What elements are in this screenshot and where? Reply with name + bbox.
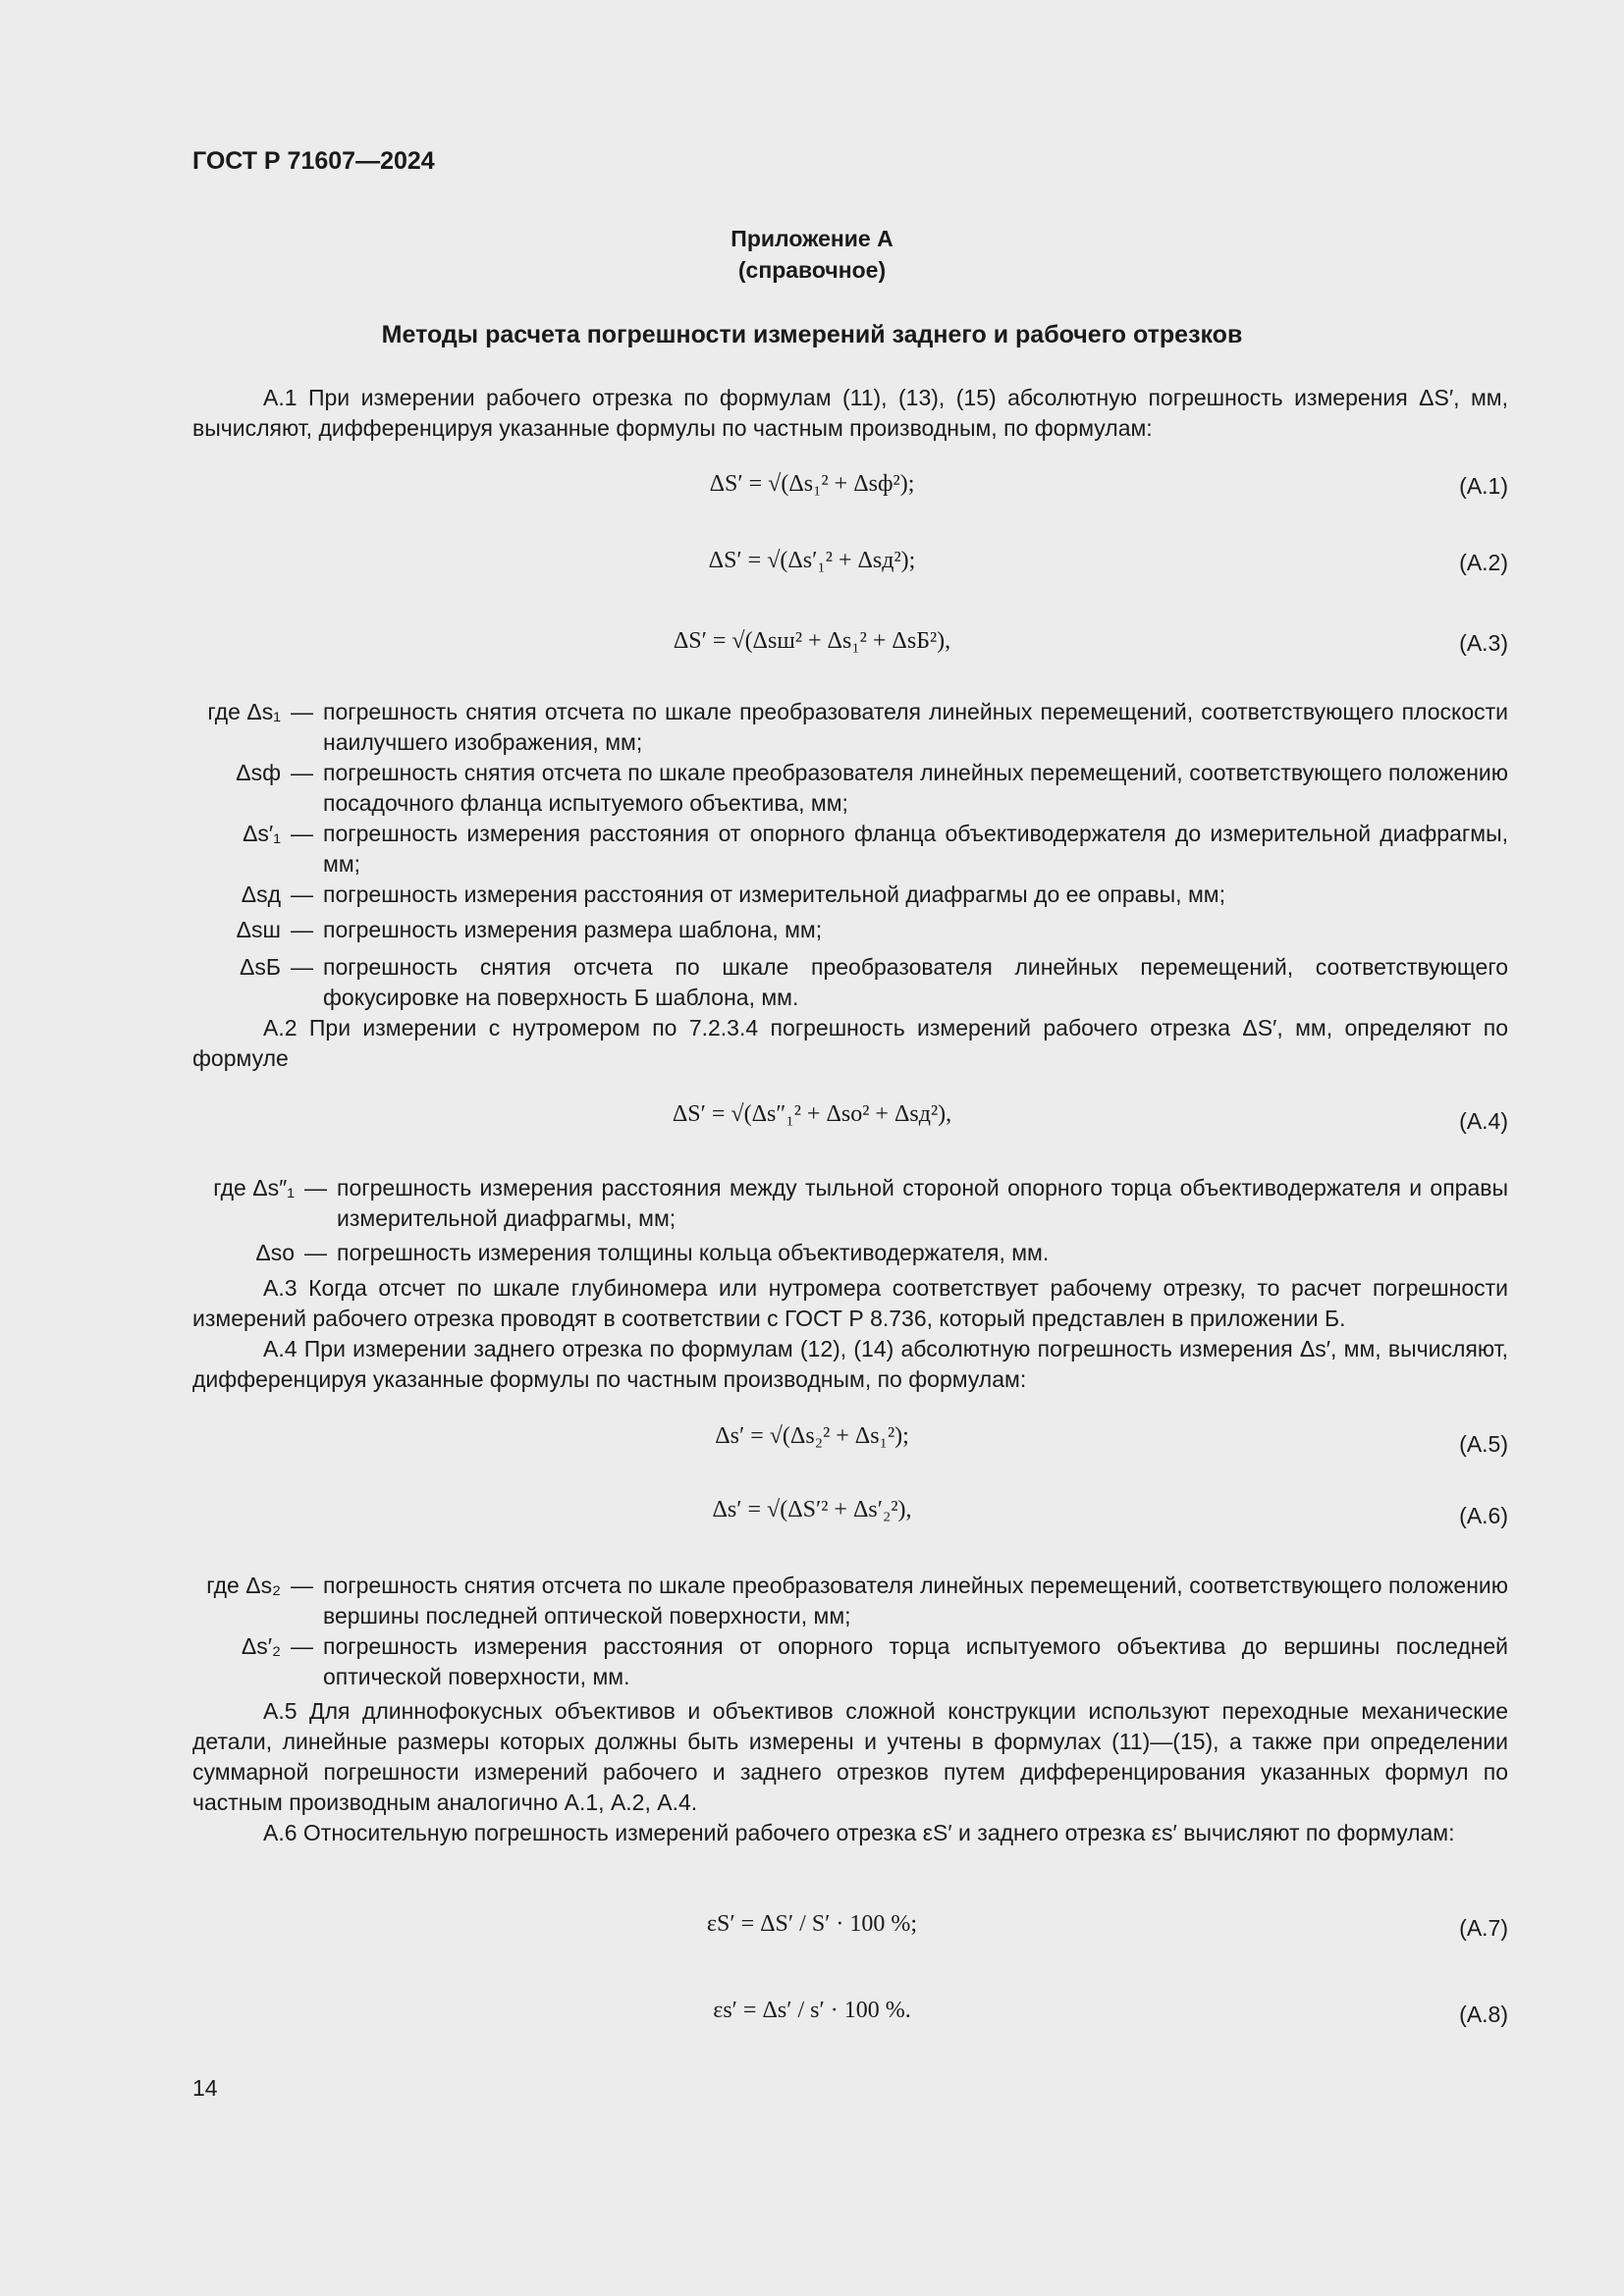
where-item: Δsф — погрешность снятия отсчета по шкале преобразователя линейных перемещений, соответствующего положению посадочного фланца испытуемого объектива, мм; — [192, 758, 1508, 819]
document-code: ГОСТ Р 71607—2024 — [192, 147, 435, 175]
formula-a6-text: Δs′ = √(ΔS′² + Δs′₂²), — [712, 1497, 912, 1522]
appendix-subtitle: (справочное) — [737, 257, 887, 283]
where-symbol: ΔsБ — [240, 954, 281, 980]
formula-a4 — [0, 1101, 1624, 1128]
where-text: погрешность снятия отсчета по шкале преобразователя линейных перемещений, соответствующего положению посадочного фланца испытуемого объектива, мм; — [323, 760, 1508, 816]
paragraph-a6: А.6 Относительную погрешность измерений рабочего отрезка εS′ и заднего отрезка εs′ вычисляют по формулам: — [263, 1820, 1455, 1845]
where-symbol: Δsд — [241, 881, 281, 907]
where-text: погрешность измерения расстояния от измерительной диафрагмы до ее оправы, мм; — [323, 881, 1225, 907]
formula-number-a1: (А.1) — [1459, 473, 1508, 499]
section-title: Методы расчета погрешности измерений заднего и рабочего отрезков — [381, 321, 1243, 348]
formula-number-a4: (А.4) — [1459, 1108, 1508, 1134]
formula-a2-text: ΔS′ = √(Δs′₁² + Δsд²); — [708, 548, 916, 573]
where-item: Δsо — погрешность измерения толщины кольца объективодержателя, мм. — [196, 1238, 1508, 1268]
formula-number-a3: (А.3) — [1459, 630, 1508, 656]
where-item: ΔsБ — погрешность снятия отсчета по шкале преобразователя линейных перемещений, соответствующего фокусировке на поверхность Б шаблона, мм. — [192, 952, 1508, 1013]
formula-a7 — [0, 1911, 1624, 1938]
where-item: Δs′₂ — погрешность измерения расстояния от опорного торца испытуемого объектива до вершины последней оптической поверхности, мм. — [192, 1631, 1508, 1692]
formula-a3-text: ΔS′ = √(Δsш² + Δs₁² + ΔsБ²), — [673, 628, 951, 654]
where-item: Δsш — погрешность измерения размера шаблона, мм; — [192, 915, 1508, 945]
formula-a5-text: Δs′ = √(Δs₂² + Δs₁²); — [715, 1423, 909, 1449]
formula-a6 — [0, 1497, 1624, 1523]
where-symbol: Δs′₂ — [241, 1633, 281, 1659]
where-text: погрешность снятия отсчета по шкале преобразователя линейных перемещений, соответствующего плоскости наилучшего изображения, мм; — [323, 699, 1508, 755]
formula-a7-text: εS′ = ΔS′ / S′ · 100 %; — [706, 1911, 918, 1937]
appendix-title: Приложение А — [731, 226, 893, 251]
where-item: Δs′₁ — погрешность измерения расстояния от опорного фланца объективодержателя до измерительной диафрагмы, мм; — [192, 819, 1508, 880]
formula-a5 — [0, 1423, 1624, 1450]
where-symbol: где Δs₂ — [206, 1573, 281, 1598]
where-text: погрешность измерения расстояния между тыльной стороной опорного торца объективодержателя и оправы измерительной диафрагмы, мм; — [337, 1175, 1508, 1231]
paragraph-a2: А.2 При измерении с нутромером по 7.2.3.4 погрешность измерений рабочего отрезка ΔS′, мм, определяют по формуле — [192, 1015, 1508, 1071]
where-symbol: Δsо — [255, 1240, 295, 1265]
formula-number-a8: (А.8) — [1459, 2002, 1508, 2027]
formula-number-a5: (А.5) — [1459, 1431, 1508, 1457]
formula-number-a6: (А.6) — [1459, 1503, 1508, 1528]
paragraph-a4: А.4 При измерении заднего отрезка по формулам (12), (14) абсолютную погрешность измерения Δs′, мм, вычисляют, дифференцируя указанные формулы по частным производным, по формулам: — [192, 1336, 1508, 1392]
paragraph-a5: А.5 Для длиннофокусных объективов и объективов сложной конструкции используют переходные механические детали, линейные размеры которых должны быть измерены и учтены в формулах (11)—(15), а также при определении суммарной погрешности измерений рабочего и заднего отрезков путем дифференцирования указанных формул по частным производным аналогично А.1, А.2, А.4. — [192, 1698, 1508, 1815]
where-text: погрешность измерения расстояния от опорного фланца объективодержателя до измерительной диафрагмы, мм; — [323, 821, 1508, 877]
formula-a3 — [0, 628, 1624, 655]
where-symbol: где Δs₁ — [207, 699, 281, 724]
formula-a8-text: εs′ = Δs′ / s′ · 100 %. — [713, 1998, 911, 2023]
where-symbol: Δs′₁ — [243, 821, 281, 846]
where-item: Δsд — погрешность измерения расстояния от измерительной диафрагмы до ее оправы, мм; — [192, 880, 1508, 910]
where-symbol: Δsф — [236, 760, 281, 785]
where-text: погрешность измерения толщины кольца объективодержателя, мм. — [337, 1240, 1050, 1265]
formula-a4-text: ΔS′ = √(Δs″₁² + Δsо² + Δsд²), — [672, 1101, 952, 1127]
paragraph-a3: А.3 Когда отсчет по шкале глубиномера или нутромера соответствует рабочему отрезку, то расчет погрешности измерений рабочего отрезка проводят в соответствии с ГОСТ Р 8.736, который представлен в приложении Б. — [192, 1275, 1508, 1331]
formula-a8 — [0, 1998, 1624, 2024]
paragraph-a1: А.1 При измерении рабочего отрезка по формулам (11), (13), (15) абсолютную погрешность измерения ΔS′, мм, вычисляют, дифференцируя указанные формулы по частным производным, по формулам: — [192, 385, 1508, 441]
where-item: где Δs₂ — погрешность снятия отсчета по шкале преобразователя линейных перемещений, соответствующего положению вершины последней оптической поверхности, мм; — [192, 1571, 1508, 1631]
where-text: погрешность измерения размера шаблона, мм; — [323, 917, 823, 942]
formula-a1-text: ΔS′ = √(Δs₁² + Δsф²); — [709, 471, 915, 497]
where-text: погрешность снятия отсчета по шкале преобразователя линейных перемещений, соответствующего положению вершины последней оптической поверхности, мм; — [323, 1573, 1508, 1629]
where-item: где Δs₁ — погрешность снятия отсчета по шкале преобразователя линейных перемещений, соответствующего плоскости наилучшего изображения, мм; — [192, 697, 1508, 758]
formula-number-a2: (А.2) — [1459, 550, 1508, 575]
formula-a2 — [0, 548, 1624, 574]
where-text: погрешность измерения расстояния от опорного торца испытуемого объектива до вершины последней оптической поверхности, мм. — [323, 1633, 1508, 1689]
where-symbol: где Δs″₁ — [213, 1175, 295, 1201]
formula-a1 — [0, 471, 1624, 498]
where-text: погрешность снятия отсчета по шкале преобразователя линейных перемещений, соответствующего фокусировке на поверхность Б шаблона, мм. — [323, 954, 1508, 1010]
formula-number-a7: (А.7) — [1459, 1915, 1508, 1941]
where-symbol: Δsш — [236, 917, 281, 942]
where-item: где Δs″₁ — погрешность измерения расстояния между тыльной стороной опорного торца объективодержателя и оправы измерительной диафрагмы, мм; — [196, 1173, 1508, 1234]
page-number: 14 — [192, 2075, 218, 2101]
